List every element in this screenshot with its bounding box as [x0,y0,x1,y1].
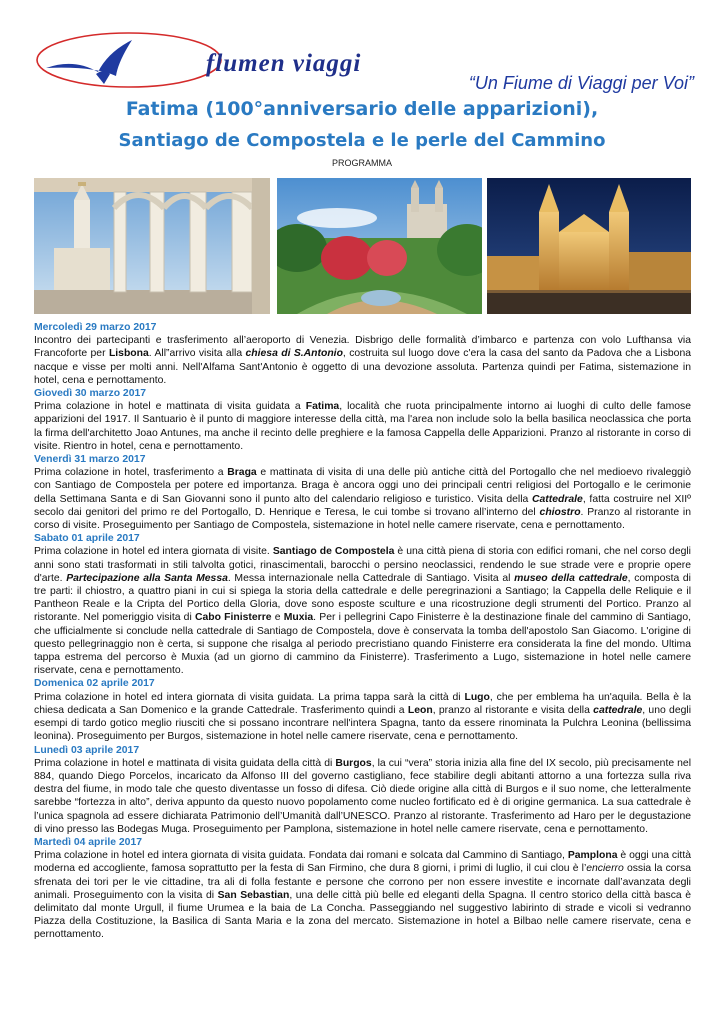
text-run: , la cui “vera” storia inizia alla fine del IX secolo, più precisamente nel 884, quando Diego Porcelos, incaricato da Alfonso III del governo castigliano, fece stabilire degli abitanti attorno a una fortezza sulla riva destra del fiume, in modo tale che questo diventasse un fosso di difesa. Ciò diede origine alla città di Burgos e il suo nome, che letteralmente sarebbe “fortezza in alto”, deriva appunto da questo nuovo popolamento come nucleo fortificato ed è di origine germanica. La sua cattedrale è l’unica spagnola ad essere dichiarata Patrimonio dell’Umanità dall’UNESCO. Pranzo al ristorante. Trasferimento ad Haro per le degustazione di vino presso las Bodegas Muga. Proseguimento per Pamplona, sistemazione in hotel nelle camere riservate, cena e pernottamento. [34,757,691,835]
page-title: Fatima (100°anniversario delle apparizioni), [125,98,599,120]
text-run: Cabo Finisterre [194,612,272,624]
text-run: Prima colazione in hotel ed intera giornata di visita guidata. Fondata dai romani e solcata dal Cammino di Santiago, [34,850,568,862]
day-description [34,334,691,387]
text-run: Braga [227,467,257,479]
text-run: Prima colazione in hotel e mattinata di visita guidata della città di [34,757,336,769]
text-run: . Pranzo al ristorante in corso di visite. Proseguimento per Santiago de Compostela, sistemazione in hotel nelle camere riservate, cena e pernottamento. [34,506,691,532]
fatima-basilica-photo [34,178,270,314]
itinerary [34,321,691,942]
text-run: , composta di tre parti: il chiostro, a quattro piani in cui si spiega la storia della cattedrale e delle peregrinazioni a Santiago; la Cappella delle Reliquie e il Pantheon Reale e la Cripta del Portico della Gloria, dove sono esposte sculture e una ricostruzione degli strumenti del Portico. Pranzo al ristorante. Nel pomeriggio visita di [34,572,691,624]
day-description [34,691,691,744]
day-description [34,400,691,453]
text-run: e mattinata di visita di una delle più antiche città del Portogallo che nel medioevo rivaleggiò con Santiago de Compostela per potere ed importanza. Braga è ancora oggi uno dei principali centri religiosi del Portogallo e le cerimonie della Settimana Santa e di San Giovanni sono il punto alto del calendario religioso e turistico. Visita della [34,467,692,505]
day-heading: Venerdì 31 marzo 2017 [34,454,146,466]
slogan: “Un Fiume di Viaggi per Voi” [468,73,694,93]
day-description [34,849,691,941]
text-run: è una città piena di storia con edifici romani, che nel corso degli anni sono stati trasformati in stili talvolta gotici, rinascimentali, barocchi o persino neoclassici, rendendo le sue strade vere e proprie opere d'arte. [34,546,691,584]
text-run: , località che ruota principalmente intorno ai luoghi di culto delle famose apparizioni del 1917. Il Santuario è il punto di maggiore interesse della città, ma l'area non include solo la bella basilica neoclassica che porta la firma dell'architetto Joao Antunes, ma anche il recinto delle preghiere e la famosa Cappella delle Apparizioni. Pranzo al ristorante in corso di visite. Rientro in hotel, cena e pernottamento. [34,401,692,452]
text-run: Prima colazione in hotel e mattinata di visita guidata a [34,401,306,413]
text-run: Fatima [305,401,340,413]
text-run: . All”arrivo visita alla [148,348,246,360]
text-run: , una delle città più belle ed eleganti della Spagna. Il centro storico della città basca è delimitato dal monte Urgull, il fiume Urumea e la baia de La Concha. Passeggiando nel suggestivo labirinto di strade e vicoli si vedranno Piazza della Costituzione, la Basilica di Santa Maria e la zona del mercato. Sistemazione in hotel a Bilbao nelle camere riservate, cena e pernottamento. [34,889,691,941]
day-heading: Domenica 02 aprile 2017 [34,678,155,690]
text-run: encierro [586,863,624,875]
day-heading: Giovedì 30 marzo 2017 [34,388,147,400]
text-run: Incontro dei partecipanti e trasferimento all’aeroporto di Venezia. Disbrigo delle formalità d’imbarco e partenza con volo Lufthansa via Francoforte per [34,335,691,360]
day-heading: Martedì 04 aprile 2017 [34,836,143,848]
text-run: Partecipazione alla Santa Messa [66,572,228,584]
text-run: Prima colazione in hotel ed intera giornata di visite. [34,546,273,558]
day-heading: Mercoledì 29 marzo 2017 [34,322,157,333]
braga-sanctuary-photo [277,178,482,314]
day-description [34,466,691,532]
text-run: Cattedrale [532,493,583,505]
page-title-line2: Santiago de Compostela e le perle del Cammino [118,130,606,151]
brand-name: flumen viaggi [206,50,362,77]
text-run: . Per i pellegrini Capo Finisterre è la destinazione finale del cammino di Santiago, che ufficialmente si conclude nella cattedrale di Santiago de Compostela, dove è conservata la tomba dell'apostolo San Giacomo. L'origine di questo pellegrinaggio non è certa, si suppone che risalga al periodo precristiano quando Finisterre era considerata la fine del mondo. Ultima tappa estrema del percorso è Muxia (ad un giorno di cammino da Finisterre). Trasferimento a Lugo, sistemazione in hotel nelle camere riservate, cena e pernottamento. [34,612,691,677]
santiago-cathedral-photo [487,178,691,314]
day-heading: Lunedì 03 aprile 2017 [34,744,140,756]
text-run: chiostro [539,506,581,518]
day-description [34,757,691,836]
text-run: ossia la corsa sfrenata dei tori per le vie cittadine, tra ali di folla festante e persone che corrono per non essere investite e incornate dall’avanzata degli animali. Proseguimento con la visita di [34,863,691,901]
text-run: cattedrale [593,704,643,716]
text-run: , pranzo al ristorante e visita della [432,704,594,716]
text-run: San Sebastian [217,889,290,901]
text-run: , costruita sul luogo dove c'era la casa del santo da Padova che a Lisbona nacque e visse per molti anni. Nell'Alfama Sant'Antonio è oggetto di una devozione assoluta. Partenza quindi per Fatima, sistemazione in hotel, cena e pernottamento. [34,348,692,386]
day-heading: Sabato 01 aprile 2017 [34,533,140,545]
text-run: , che per emblema ha un'aquila. Bella è la chiesa dedicata a San Domenico e la grande Cattedrale. Trasferimento quindi a [34,691,691,716]
text-run: Burgos [335,757,372,769]
text-run: Lisbona [108,348,149,360]
text-run: . Messa internazionale nella Cattedrale di Santiago. Visita al [227,572,515,584]
text-run: , uno degli esempi di tardo gotico meglio riusciti che si possano incontrare nell'intera Spagna, tanto da essere rinominata la Pulchra Leonina (bellissima leonina). Proseguimento per Burgos, sistemazione in hotel nelle camere riservate, cena e pernottamento. [34,704,692,743]
text-run: Leon [407,704,433,716]
text-run: Santiago de Compostela [272,546,395,558]
text-run: chiesa di S.Antonio [245,348,343,360]
text-run: Prima colazione in hotel, trasferimento a [34,467,228,479]
text-run: , fatta costruire nel XIIº secolo dai genitori del primo re del Portogallo, D. Henrique e Teresa, le cui tombe si trovano all’interno del [34,493,691,518]
text-run: Muxia [283,612,314,624]
text-run: museo della cattedrale [514,572,628,584]
text-run: Prima colazione in hotel ed intera giornata di visita guidata. La prima tappa sarà la città di [34,691,465,703]
text-run: Pamplona [567,850,618,862]
text-run: Lugo [464,691,490,703]
text-run: è oggi una città moderna ed accogliente, famosa soprattutto per la festa di San Firmino, che dura 8 giorni, i primi di luglio, il cui clou è l’ [34,850,691,875]
page-subtitle: PROGRAMMA [331,158,392,168]
text-run: e [271,612,284,624]
day-description [34,545,691,677]
